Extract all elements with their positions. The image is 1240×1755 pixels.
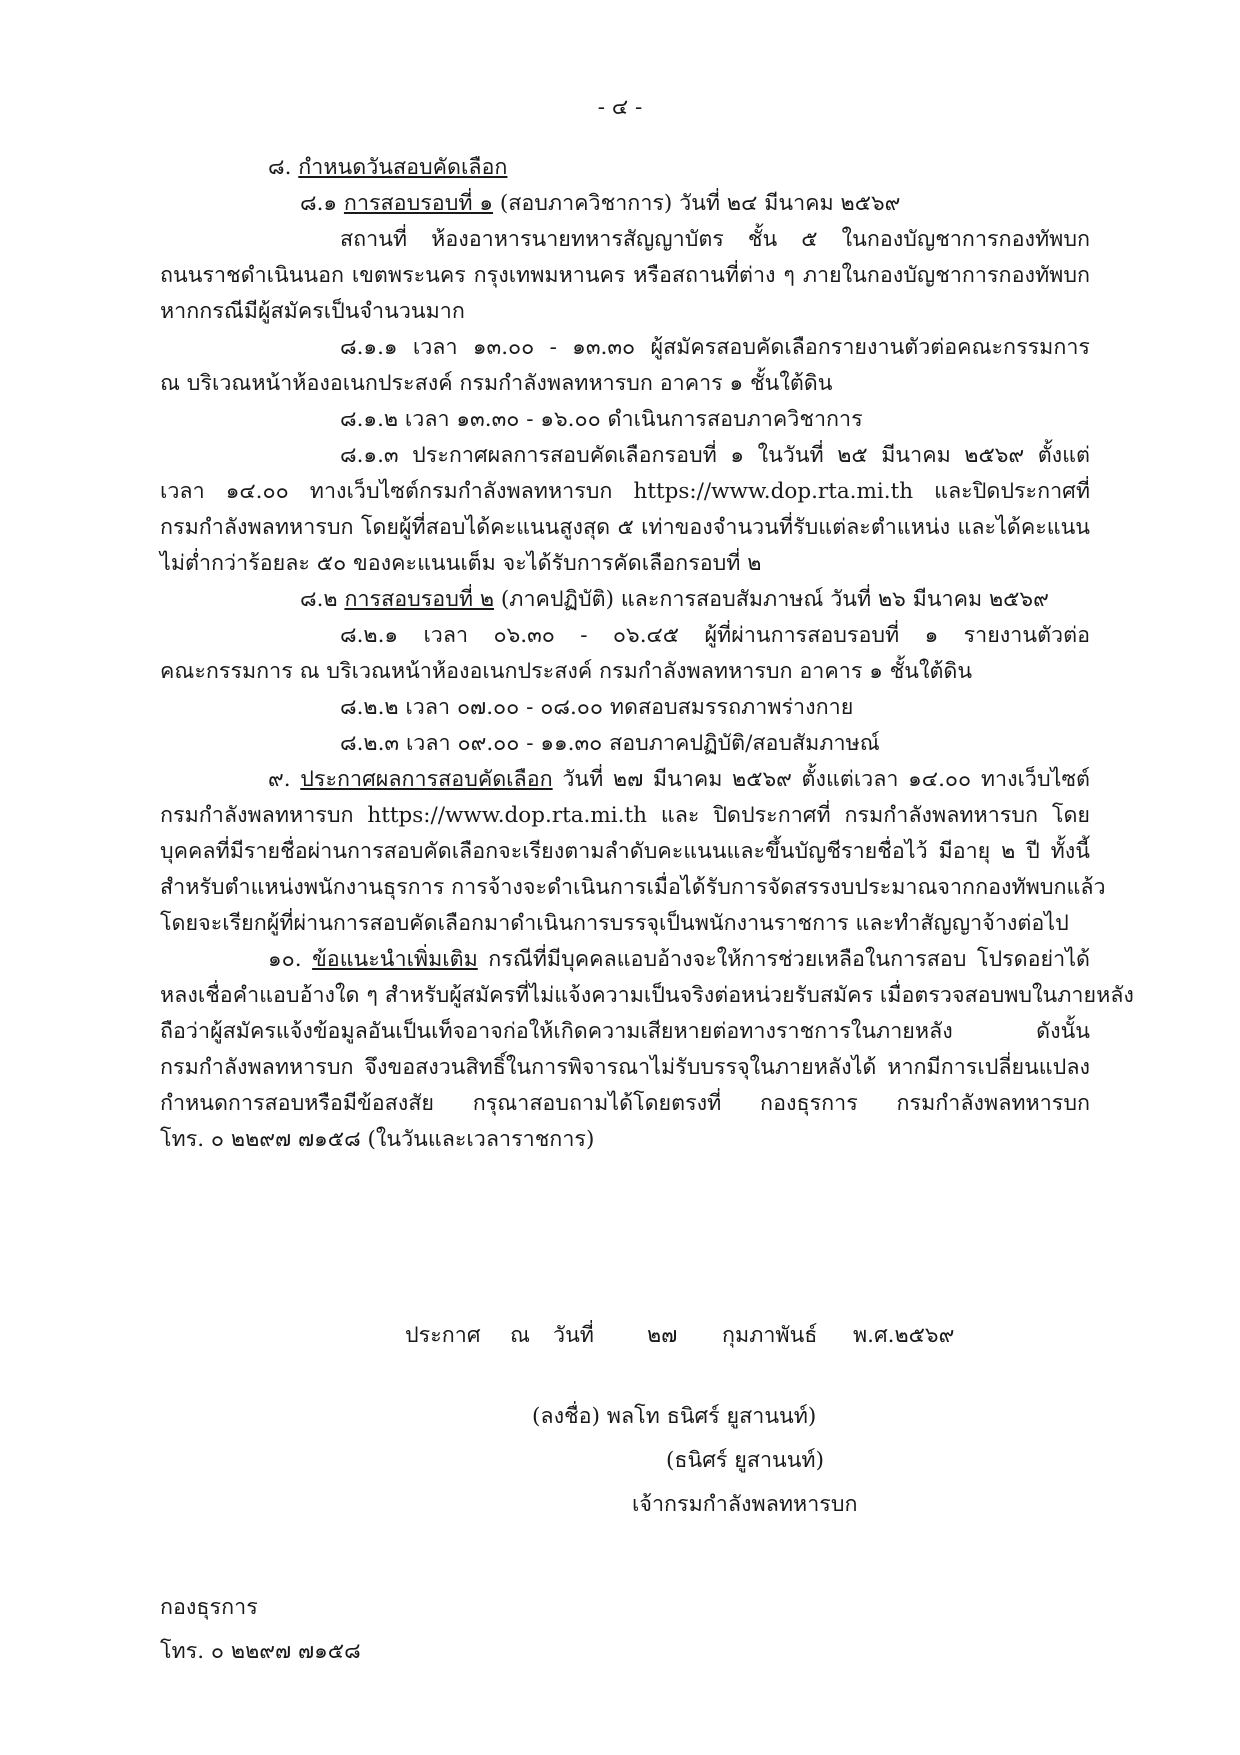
section-9-line: บุคคลที่มีรายชื่อผ่านการสอบคัดเลือกจะเรียงตามลำดับคะแนนและขึ้นบัญชีรายชื่อไว้ มีอายุ ๒ ปี ทั้งนี้	[160, 839, 1090, 864]
section-9-first-line	[268, 762, 1090, 798]
item-8-2-2: ๘.๒.๒ เวลา ๐๗.๐๐ - ๐๘.๐๐ ทดสอบสมรรถภาพร่างกาย	[340, 695, 854, 720]
item-8-1-1-line: ณ บริเวณหน้าห้องอเนกประสงค์ กรมกำลังพลทหารบก อาคาร ๑ ชั้นใต้ดิน	[160, 371, 833, 396]
item-8-2-1-line: ๘.๒.๑ เวลา ๐๖.๓๐ - ๐๖.๔๕ ผู้ที่ผ่านการสอบรอบที่ ๑ รายงานตัวต่อ	[340, 623, 1090, 648]
section-8-title: กำหนดวันสอบคัดเลือก	[298, 155, 508, 180]
section-10-first-line	[268, 942, 1090, 978]
section-8-number: ๘.	[268, 155, 292, 180]
footer-office: กองธุรการ	[160, 1595, 258, 1620]
section-10-line: กรมกำลังพลทหารบก จึงขอสงวนสิทธิ์ในการพิจารณาไม่รับบรรจุในภายหลังได้ หากมีการเปลี่ยนแปลง	[160, 1055, 1090, 1080]
round-2-heading	[300, 582, 1230, 618]
round-1-place-line: ถนนราชดำเนินนอก เขตพระนคร กรุงเทพมหานคร หรือสถานที่ต่าง ๆ ภายในกองบัญชาการกองทัพบก	[160, 263, 1090, 288]
footer-phone: โทร. ๐ ๒๒๙๗ ๗๑๕๘	[160, 1639, 361, 1664]
item-8-2-1-line: คณะกรรมการ ณ บริเวณหน้าห้องอเนกประสงค์ กรมกำลังพลทหารบก อาคาร ๑ ชั้นใต้ดิน	[160, 659, 973, 684]
item-8-1-3-line: ๘.๑.๓ ประกาศผลการสอบคัดเลือกรอบที่ ๑ ในวันที่ ๒๕ มีนาคม ๒๕๖๙ ตั้งแต่	[340, 443, 1090, 468]
announce-month: กุมภาพันธ์	[722, 1323, 818, 1348]
round-1-heading	[300, 186, 1230, 222]
section-10-detail: กรณีที่มีบุคคลแอบอ้างจะให้การช่วยเหลือในการสอบ โปรดอย่าได้	[488, 947, 1090, 972]
section-9-number: ๙.	[268, 767, 291, 792]
item-8-1-2: ๘.๑.๒ เวลา ๑๓.๓๐ - ๑๖.๐๐ ดำเนินการสอบภาควิชาการ	[340, 407, 863, 432]
section-9-line: กรมกำลังพลทหารบก https://www.dop.rta.mi.th และ ปิดประกาศที่ กรมกำลังพลทหารบก โดย	[160, 803, 1090, 828]
section-10-number: ๑๐.	[268, 947, 302, 972]
round-2-label: การสอบรอบที่ ๒	[344, 587, 495, 612]
round-1-place-line: หากกรณีมีผู้สมัครเป็นจำนวนมาก	[160, 299, 465, 324]
section-10-line: โทร. ๐ ๒๒๙๗ ๗๑๕๘ (ในวันและเวลาราชการ)	[160, 1127, 595, 1152]
section-9-detail: วันที่ ๒๗ มีนาคม ๒๕๖๙ ตั้งแต่เวลา ๑๔.๐๐ ทางเว็บไซต์	[562, 767, 1090, 792]
round-1-place-line: สถานที่ ห้องอาหารนายทหารสัญญาบัตร ชั้น ๕ ในกองบัญชาการกองทัพบก	[340, 227, 1090, 252]
round-2-detail: (ภาคปฏิบัติ) และการสอบสัมภาษณ์ วันที่ ๒๖ มีนาคม ๒๕๖๙	[500, 587, 1049, 612]
signature-line: (ลงชื่อ) พลโท ธนิศร์ ยูสานนท์)	[532, 1404, 817, 1429]
round-1-number: ๘.๑	[300, 191, 338, 216]
round-2-number: ๘.๒	[300, 587, 338, 612]
section-10-line: ถือว่าผู้สมัครแจ้งข้อมูลอันเป็นเท็จอาจก่อให้เกิดความเสียหายต่อทางราชการในภายหลัง ดังนั้น	[160, 1019, 1090, 1044]
item-8-1-3-line: ไม่ต่ำกว่าร้อยละ ๕๐ ของคะแนนเต็ม จะได้รับการคัดเลือกรอบที่ ๒	[160, 551, 762, 576]
announce-at: ณ	[510, 1323, 530, 1348]
signatory-name: (ธนิศร์ ยูสานนท์)	[666, 1448, 824, 1473]
section-10-title: ข้อแนะนำเพิ่มเติม	[312, 947, 478, 972]
announce-date-label: วันที่	[553, 1323, 594, 1348]
item-8-2-3: ๘.๒.๓ เวลา ๐๙.๐๐ - ๑๑.๓๐ สอบภาคปฏิบัติ/สอบสัมภาษณ์	[340, 731, 880, 756]
section-9-line: สำหรับตำแหน่งพนักงานธุรการ การจ้างจะดำเนินการเมื่อได้รับการจัดสรรงบประมาณจากกองทัพบกแล้ว	[160, 875, 1106, 900]
section-9-title: ประกาศผลการสอบคัดเลือก	[300, 767, 553, 792]
section-8-heading	[268, 150, 1198, 186]
round-1-detail: (สอบภาควิชาการ) วันที่ ๒๔ มีนาคม ๒๕๖๙	[499, 191, 901, 216]
section-9-line: โดยจะเรียกผู้ที่ผ่านการสอบคัดเลือกมาดำเนินการบรรจุเป็นพนักงานราชการ และทำสัญญาจ้างต่อไป	[160, 911, 1069, 936]
page-number: - ๔ -	[597, 95, 643, 120]
announce-word: ประกาศ	[405, 1323, 481, 1348]
signatory-position: เจ้ากรมกำลังพลทหารบก	[632, 1492, 858, 1517]
item-8-1-3-line: กรมกำลังพลทหารบก โดยผู้ที่สอบได้คะแนนสูงสุด ๕ เท่าของจำนวนที่รับแต่ละตำแหน่ง และได้คะแนน	[160, 515, 1090, 540]
item-8-1-1-line: ๘.๑.๑ เวลา ๑๓.๐๐ - ๑๓.๓๐ ผู้สมัครสอบคัดเลือกรายงานตัวต่อคณะกรรมการ	[340, 335, 1090, 360]
section-10-line: กำหนดการสอบหรือมีข้อสงสัย กรุณาสอบถามได้โดยตรงที่ กองธุรการ กรมกำลังพลทหารบก	[160, 1091, 1090, 1116]
round-1-label: การสอบรอบที่ ๑	[343, 191, 494, 216]
announce-day: ๒๗	[647, 1323, 678, 1348]
item-8-1-3-line: เวลา ๑๔.๐๐ ทางเว็บไซต์กรมกำลังพลทหารบก https://www.dop.rta.mi.th และปิดประกาศที่	[160, 479, 1090, 504]
announce-year: พ.ศ.๒๕๖๙	[853, 1323, 955, 1348]
section-10-line: หลงเชื่อคำแอบอ้างใด ๆ สำหรับผู้สมัครที่ไม่แจ้งความเป็นจริงต่อหน่วยรับสมัคร เมื่อตรวจสอบพบในภายหลัง	[160, 983, 1134, 1008]
